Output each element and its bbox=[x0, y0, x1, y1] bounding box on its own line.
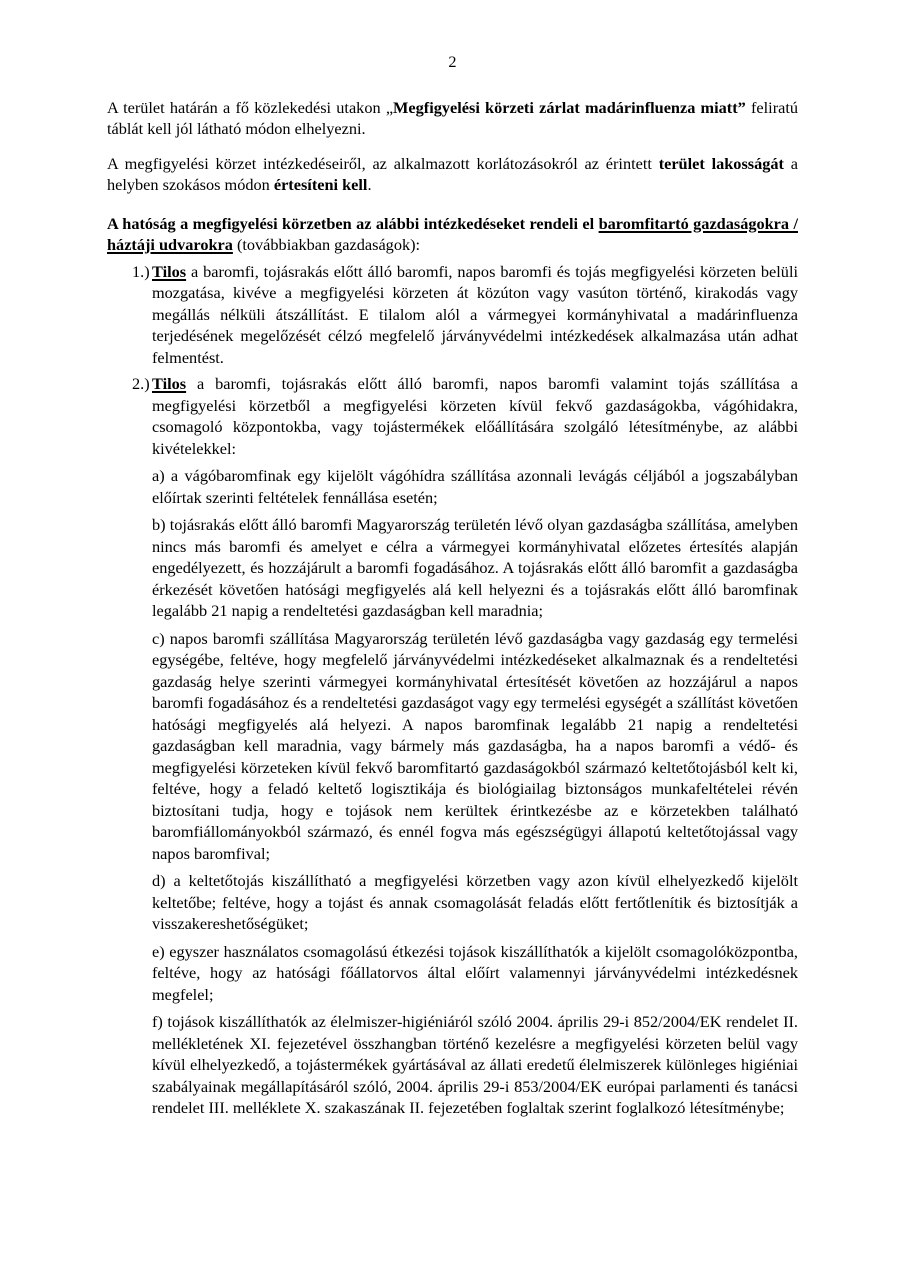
page-number: 2 bbox=[448, 52, 457, 71]
exception-f bbox=[152, 1011, 798, 1119]
text-segment: értesíteni kell bbox=[273, 175, 368, 194]
exception-d bbox=[152, 870, 798, 935]
text-segment: a helyben szokásos módon bbox=[107, 153, 798, 194]
text-segment: A hatóság a megfigyelési körzetben az alábbi intézkedéseket rendeli el bbox=[107, 213, 599, 233]
text-segment: a) a vágóbaromfinak egy kijelölt vágóhídra szállítása azonnali levágás céljából a jogszabályban előírtak szerinti feltételek fennállása esetén; bbox=[152, 466, 798, 507]
text-segment: feliratú táblát kell jól látható módon elhelyezni. bbox=[107, 97, 799, 138]
text-segment: Tilos bbox=[152, 374, 187, 393]
paragraph-notification bbox=[107, 153, 798, 196]
exception-e bbox=[152, 941, 798, 1006]
exception-a bbox=[152, 465, 798, 508]
measure-item-2 bbox=[107, 373, 798, 459]
text-segment: Megfigyelési körzeti zárlat madárinfluenza miatt” bbox=[393, 97, 746, 117]
text-segment: Tilos bbox=[152, 261, 187, 281]
list-item-number: 1.) bbox=[132, 261, 150, 281]
text-segment: terület lakosságát bbox=[658, 153, 784, 173]
heading-measures bbox=[107, 213, 798, 256]
text-segment: (továbbiakban gazdaságok): bbox=[232, 235, 421, 254]
exception-c bbox=[152, 628, 798, 865]
list-item-number: 2.) bbox=[132, 374, 150, 393]
text-segment: f) tojások kiszállíthatók az élelmiszer-higiéniáról szóló 2004. április 29-i 852/2004/EK rendelet II. mellékletének XI. fejezetével összhangban történő kezelésre a megfigyelési körzeten belül vagy kívül elhelyezkedő, a tojástermékek gyártásával az állati eredetű élelmiszerek különleges higiéniai szabályainak megállapításáról szóló, 2004. április 29-i 853/2004/EK európai parlamenti és tanácsi rendelet III. melléklete X. szakaszának II. fejezetében foglaltak szerint foglalkozó létesítménybe; bbox=[152, 1012, 798, 1117]
text-segment: c) napos baromfi szállítása Magyarország területén lévő gazdaságba vagy gazdaság egy termelési egységébe, feltéve, hogy megfelelő járványvédelmi intézkedéseket alkalmaznak és a rendeltetési gazdaság helye szerinti vármegyei kormányhivatal értesítését követően az hozzájárul a napos baromfi fogadásához és a rendeltetési gazdaságot vagy egy termelési egységét a szállítást követően hatósági megfigyelés alá helyezi. A napos baromfinak legalább 21 napig a rendeltetési gazdaságban kell maradnia, vagy bármely más gazdaságba, ha a napos baromfi a védő- és megfigyelési körzeteken kívül fekvő baromfitartó gazdaságokból származó keltetőtojásból kelt ki, feltéve, hogy a feladó keltető logisztikája és biológiailag biztonságos munkafeltételei révén biztosítani tudja, hogy e tojások nem kerültek érintkezésbe az e körzetekben található baromfiállományokból származó, és ennél fogva más egészségügyi állapotú keltetőtojással vagy napos baromfival; bbox=[152, 628, 798, 863]
text-segment: A megfigyelési körzet intézkedéseiről, az alkalmazott korlátozásokról az érintett bbox=[107, 153, 659, 173]
text-segment: d) a keltetőtojás kiszállítható a megfigyelési körzetben vagy azon kívül elhelyezkedő kijelölt keltetőbe; feltéve, hogy a tojást és annak csomagolását feladás előtt fertőtlenítik és biztosítják a visszakereshetőségüket; bbox=[152, 871, 798, 933]
paragraph-signage bbox=[107, 97, 798, 140]
text-segment: a baromfi, tojásrakás előtt álló baromfi, napos baromfi valamint tojás szállítása a megfigyelési körzetből a megfigyelési körzeten kívül fekvő gazdaságokba, vágóhidakra, csomagoló központokba, vagy tojástermékek előállítására szolgáló létesítménybe, az alábbi kivételekkel: bbox=[152, 374, 798, 458]
document-body bbox=[107, 97, 798, 1119]
text-segment: e) egyszer használatos csomagolású étkezési tojások kiszállíthatók a kijelölt csomagolóközpontba, feltéve, hogy az hatósági főállatorvos által előírt valamennyi járványvédelmi intézkedésnek megfelel; bbox=[152, 941, 798, 1004]
text-segment: A terület határán a fő közlekedési utakon „ bbox=[107, 97, 394, 117]
measure-item-1 bbox=[107, 261, 798, 369]
exception-b bbox=[152, 514, 798, 622]
text-segment: . bbox=[367, 175, 372, 194]
text-segment: baromfitartó gazdaságokra / háztáji udvarokra bbox=[107, 213, 798, 254]
text-segment: a baromfi, tojásrakás előtt álló baromfi, napos baromfi és tojás megfigyelési körzeten belüli mozgatása, kivéve a megfigyelési körzeten át közúton vagy vasúton történő, kirakodás vagy megállás nélküli átszállítást. E tilalom alól a vármegyei kormányhivatal a madárinfluenza terjedésének megelőzését célzó megfelelő járványvédelmi intézkedések alkalmazása után adhat felmentést. bbox=[152, 261, 798, 367]
text-segment: b) tojásrakás előtt álló baromfi Magyarország területén lévő olyan gazdaságba szállítása, amelyben nincs más baromfi és amelyet e célra a vármegyei kormányhivatal előzetes értesítés alapján engedélyezett, és hozzájárult a baromfi fogadásához. A tojásrakás előtt álló baromfit a gazdaságba érkezését követően hatósági megfigyelés alá kell helyezni és a tojásrakás előtt álló baromfinak legalább 21 napig a rendeltetési gazdaságban kell maradnia; bbox=[152, 515, 798, 620]
